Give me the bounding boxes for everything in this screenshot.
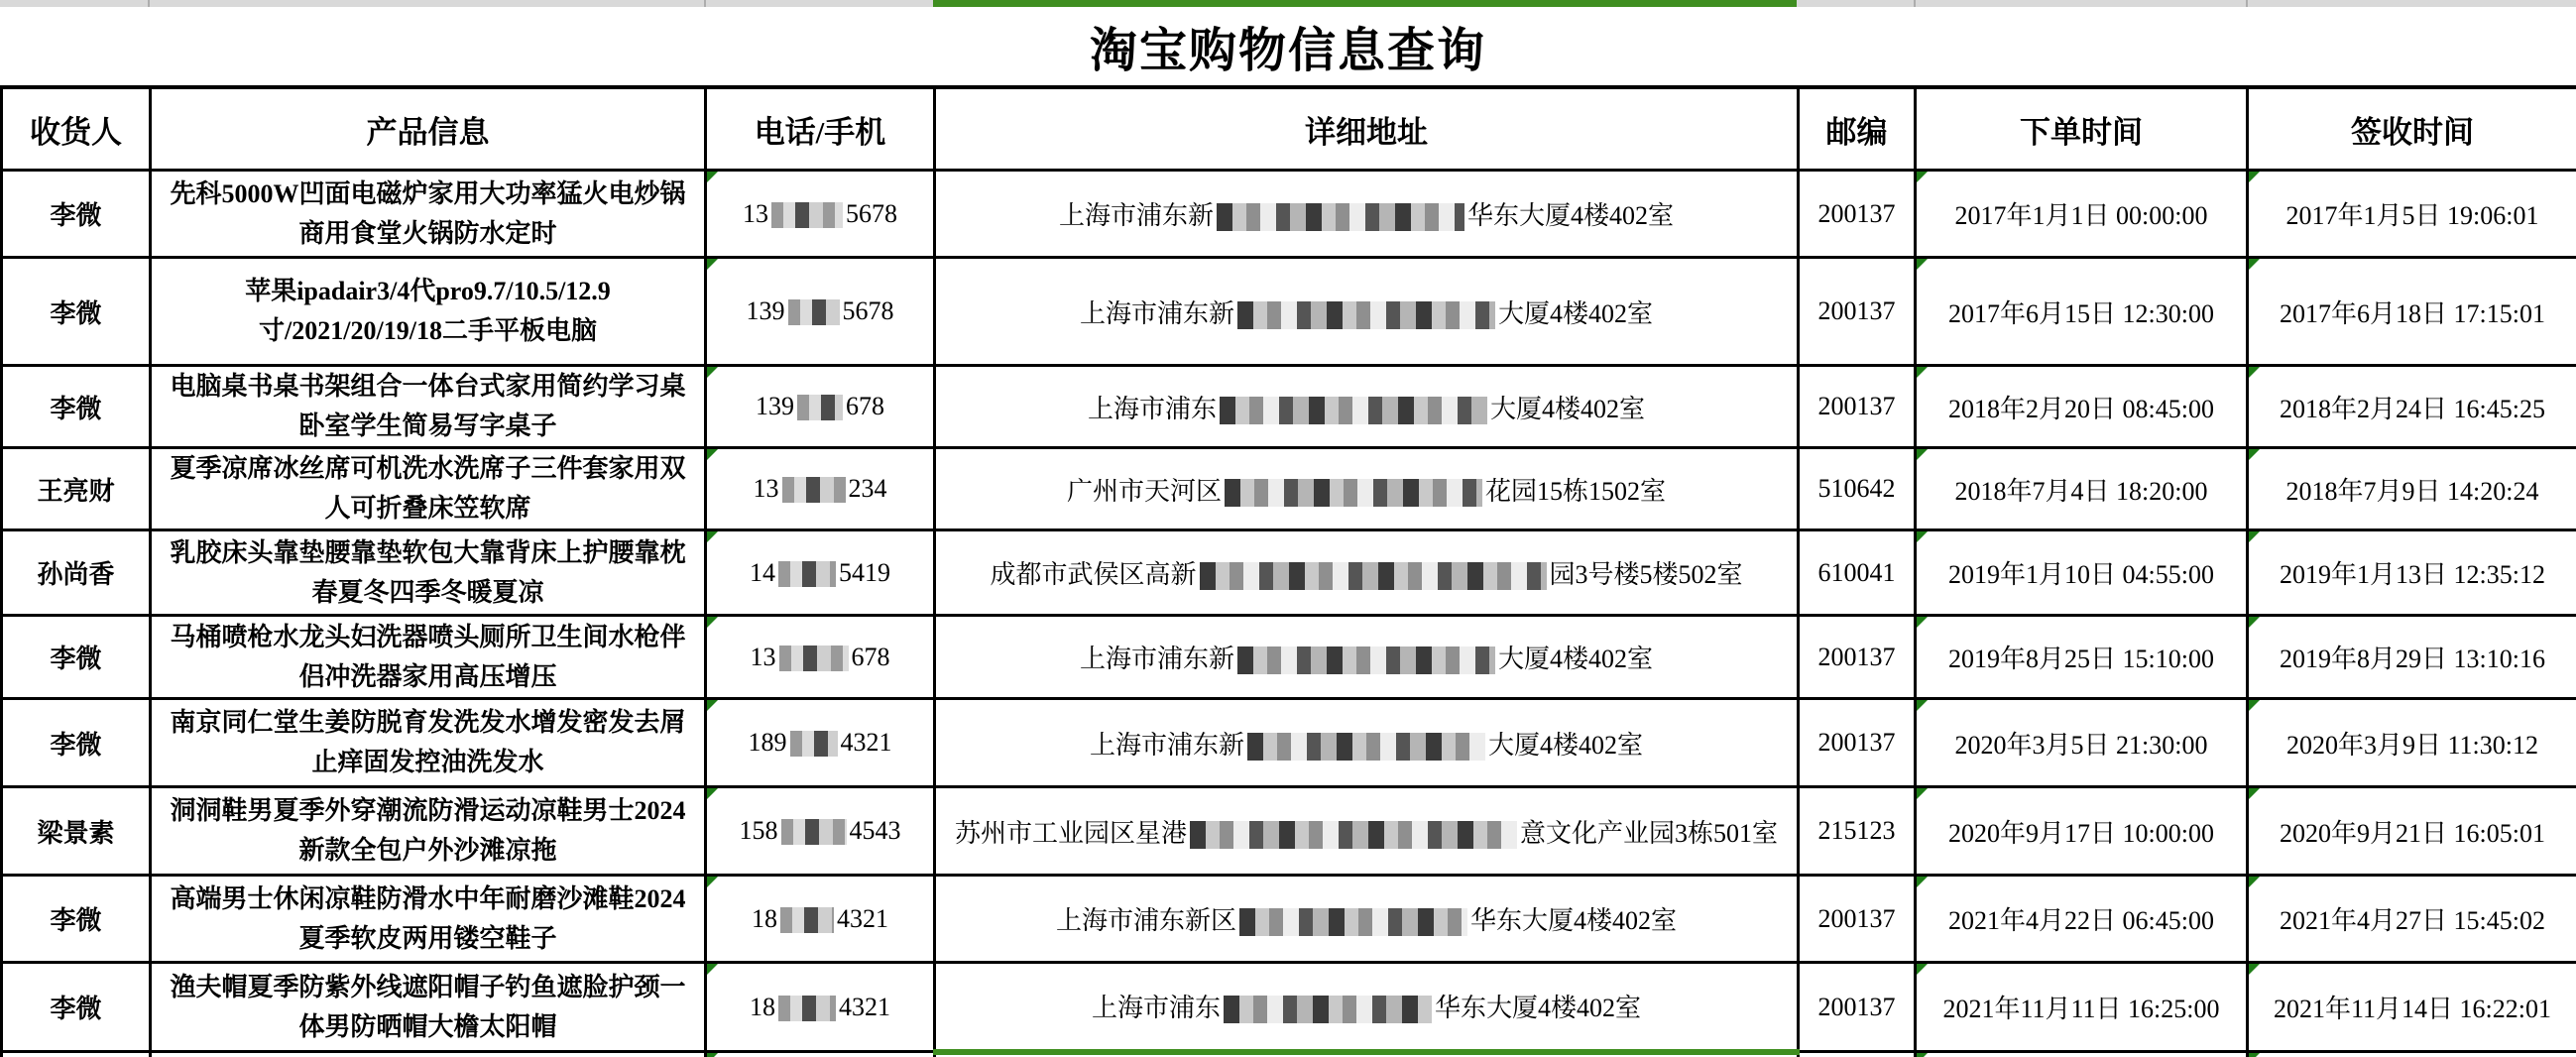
phone-visible-prefix: 189 [748,728,787,757]
cell-product[interactable]: 南京同仁堂生姜防脱育发洗发水增发密发去屑止痒固发控油洗发水 [151,699,706,787]
cell-sign-time[interactable] [2248,366,2576,448]
table-row [2,787,2576,876]
redaction-block [1237,646,1495,674]
cell-address[interactable] [935,616,1799,699]
address-visible-suffix: 华东大厦4楼402室 [1470,906,1678,935]
sign-time-text: 2019年1月13日 12:35:12 [2280,560,2545,589]
redaction-block [1190,821,1517,849]
redaction-block [1220,397,1487,424]
error-indicator-icon [2249,877,2260,887]
cell-order-time[interactable] [1916,171,2248,258]
redaction-block [771,202,843,228]
cell-address[interactable] [935,530,1799,616]
cell-order-time[interactable] [1916,1052,2248,1057]
error-indicator-icon [1917,449,1928,460]
table-row-partial [2,1052,2576,1057]
redaction-block [1217,203,1464,231]
cell-zip[interactable]: 200137 [1799,699,1916,787]
cell-order-time[interactable] [1916,876,2248,963]
cell-address[interactable] [935,963,1799,1052]
redaction-block [778,996,836,1021]
address-visible-prefix: 上海市浦东新 [1079,645,1234,673]
cell-zip[interactable]: 200137 [1799,963,1916,1052]
table-row [2,171,2576,258]
redaction-block [778,561,836,587]
cell-order-time[interactable] [1916,787,2248,876]
error-indicator-icon [1917,877,1928,887]
error-indicator-icon [707,788,718,799]
redaction-block [1237,301,1495,329]
address-visible-suffix: 华东大厦4楼402室 [1467,201,1675,230]
col-header-phone[interactable]: 电话/手机 [706,87,935,171]
cell-phone[interactable] [706,699,935,787]
address-visible-suffix: 意文化产业园3栋501室 [1520,818,1779,848]
header-row [2,87,2576,171]
error-indicator-icon [2249,172,2260,182]
address-visible-suffix: 大厦4楼402室 [1488,730,1644,760]
sign-time-text: 2018年2月24日 16:45:25 [2280,394,2545,423]
redaction-block [781,819,847,845]
error-indicator-icon [2249,531,2260,542]
address-visible-suffix: 大厦4楼402室 [1498,645,1654,673]
cell-sign-time[interactable] [2248,258,2576,366]
error-indicator-icon [1917,531,1928,542]
order-time-text: 2017年6月15日 12:30:00 [1948,298,2214,328]
phone-visible-suffix: 4321 [840,728,892,757]
cell-phone[interactable] [706,787,935,876]
error-indicator-icon [707,449,718,460]
address-visible-prefix: 上海市浦东新 [1079,298,1234,328]
column-divider-tick [148,0,150,7]
phone-visible-prefix: 158 [739,816,778,845]
column-header-strip [0,0,2576,7]
cell-product[interactable]: 先科5000W凹面电磁炉家用大功率猛火电炒锅商用食堂火锅防水定时 [151,171,706,258]
order-time-text: 2018年2月20日 08:45:00 [1948,394,2214,423]
error-indicator-icon [1917,172,1928,182]
error-indicator-icon [1917,1053,1928,1057]
sign-time-text: 2021年11月14日 16:22:01 [2274,995,2551,1023]
address-visible-suffix: 大厦4楼402室 [1498,298,1654,328]
cell-recipient[interactable]: 李微 [2,171,151,258]
redaction-block [780,907,834,933]
cell-order-time[interactable] [1916,530,2248,616]
address-visible-prefix: 上海市浦东新 [1058,201,1214,230]
cell-zip[interactable]: 510642 [1799,448,1916,530]
cell-recipient[interactable]: 李微 [2,616,151,699]
phone-visible-prefix: 13 [753,474,779,503]
cell-recipient[interactable]: 王亮财 [2,448,151,530]
table-row [2,699,2576,787]
cell-order-time[interactable] [1916,699,2248,787]
order-time-text: 2017年1月1日 00:00:00 [1954,201,2208,230]
column-divider-tick [704,0,706,7]
error-indicator-icon [2249,788,2260,799]
order-time-text: 2018年7月4日 18:20:00 [1954,476,2208,506]
address-visible-prefix: 广州市天河区 [1066,476,1222,506]
col-header-address[interactable]: 详细地址 [935,87,1799,171]
address-visible-suffix: 花园15栋1502室 [1485,476,1667,506]
phone-visible-prefix: 18 [750,992,775,1021]
cell-product[interactable]: 洞洞鞋男夏季外穿潮流防滑运动凉鞋男士2024新款全包户外沙滩凉拖 [151,787,706,876]
table-row [2,366,2576,448]
cell-order-time[interactable] [1916,963,2248,1052]
error-indicator-icon [707,700,718,711]
table-row [2,876,2576,963]
cell-recipient[interactable]: 李微 [2,963,151,1052]
error-indicator-icon [1917,788,1928,799]
error-indicator-icon [1917,617,1928,628]
sheet-title-area [0,7,2576,85]
cell-recipient[interactable]: 梁景素 [2,787,151,876]
table-row [2,616,2576,699]
cell-recipient[interactable]: 孙尚香 [2,530,151,616]
cell-sign-time[interactable] [2248,616,2576,699]
cell-product[interactable]: 苹果ipadair3/4代pro9.7/10.5/12.9寸/2021/20/19/18二手平板电脑 [151,258,706,366]
cell-sign-time[interactable] [2248,448,2576,530]
cell-recipient[interactable] [2,1052,151,1057]
cell-order-time[interactable] [1916,366,2248,448]
phone-visible-suffix: 678 [851,642,890,671]
error-indicator-icon [707,259,718,270]
page-title: 淘宝购物信息查询 [1089,25,1486,77]
col-header-recipient[interactable]: 收货人 [2,87,151,171]
cell-sign-time[interactable] [2248,963,2576,1052]
phone-visible-prefix: 139 [746,296,785,325]
cell-address[interactable] [935,876,1799,963]
cell-product[interactable]: 乳胶床头靠垫腰靠垫软包大靠背床上护腰靠枕春夏冬四季冬暖夏凉 [151,530,706,616]
address-visible-prefix: 上海市浦东 [1087,394,1217,423]
col-header-order-time[interactable]: 下单时间 [1916,87,2248,171]
phone-visible-suffix: 234 [848,474,887,503]
error-indicator-icon [1917,259,1928,270]
cell-address[interactable] [935,258,1799,366]
order-time-text: 2019年1月10日 04:55:00 [1948,560,2214,589]
error-indicator-icon [2249,700,2260,711]
order-time-text: 2021年11月11日 16:25:00 [1942,995,2220,1023]
cell-phone[interactable] [706,963,935,1052]
cell-address[interactable] [935,171,1799,258]
order-time-text: 2021年4月22日 06:45:00 [1948,906,2214,935]
redaction-block [788,299,840,325]
phone-visible-suffix: 678 [846,392,884,420]
phone-visible-prefix: 18 [752,903,777,933]
cell-sign-time[interactable] [2248,171,2576,258]
cell-sign-time[interactable] [2248,530,2576,616]
cell-product[interactable] [151,1052,706,1057]
error-indicator-icon [2249,449,2260,460]
phone-visible-suffix: 4543 [849,816,901,845]
cell-address[interactable] [935,699,1799,787]
sign-time-text: 2021年4月27日 15:45:02 [2280,906,2545,935]
cell-sign-time[interactable] [2248,876,2576,963]
address-visible-suffix: 华东大厦4楼402室 [1435,994,1642,1023]
redaction-block [1224,996,1432,1023]
cell-product[interactable]: 马桶喷枪水龙头妇洗器喷头厕所卫生间水枪伴侣冲洗器家用高压增压 [151,616,706,699]
sign-time-text: 2020年3月9日 11:30:12 [2286,730,2538,760]
cell-phone[interactable] [706,366,935,448]
phone-visible-suffix: 4321 [837,903,888,933]
cell-address[interactable] [935,448,1799,530]
error-indicator-icon [1917,367,1928,378]
order-time-text: 2019年8月25日 15:10:00 [1948,645,2214,673]
cell-address[interactable] [935,787,1799,876]
phone-visible-prefix: 13 [743,198,768,228]
cell-product[interactable]: 渔夫帽夏季防紫外线遮阳帽子钓鱼遮脸护颈一体男防晒帽大檐太阳帽 [151,963,706,1052]
cell-recipient[interactable]: 李微 [2,699,151,787]
col-header-product[interactable]: 产品信息 [151,87,706,171]
redaction-block [797,395,843,420]
phone-visible-prefix: 14 [750,557,775,587]
cell-zip[interactable] [1799,1052,1916,1057]
error-indicator-icon [707,531,718,542]
address-visible-prefix: 上海市浦东新 [1089,730,1244,760]
cell-zip[interactable]: 200137 [1799,876,1916,963]
error-indicator-icon [707,172,718,182]
phone-visible-prefix: 13 [750,642,776,671]
phone-visible-suffix: 5678 [842,296,894,325]
error-indicator-icon [2249,1053,2260,1057]
cell-phone[interactable] [706,1052,935,1057]
table-row [2,448,2576,530]
address-visible-prefix: 成都市武侯区高新 [990,560,1197,589]
cell-zip[interactable]: 200137 [1799,616,1916,699]
redaction-block [1239,908,1467,936]
cell-phone[interactable] [706,876,935,963]
table-row [2,258,2576,366]
redaction-block [1200,562,1547,590]
error-indicator-icon [707,1053,718,1057]
cell-sign-time[interactable] [2248,699,2576,787]
cell-recipient[interactable]: 李微 [2,258,151,366]
cell-address-selected[interactable] [935,1052,1799,1057]
cell-phone[interactable] [706,258,935,366]
error-indicator-icon [707,367,718,378]
column-divider-tick [2246,0,2248,7]
cell-sign-time[interactable] [2248,787,2576,876]
col-header-zip[interactable]: 邮编 [1799,87,1916,171]
error-indicator-icon [2249,367,2260,378]
cell-zip[interactable]: 610041 [1799,530,1916,616]
redaction-block [1247,733,1485,761]
phone-visible-suffix: 5678 [846,198,897,228]
sign-time-text: 2018年7月9日 14:20:24 [2285,476,2539,506]
cell-recipient[interactable]: 李微 [2,366,151,448]
sign-time-text: 2017年6月18日 17:15:01 [2280,298,2545,328]
error-indicator-icon [707,617,718,628]
redaction-block [779,646,849,671]
error-indicator-icon [2249,259,2260,270]
cell-phone[interactable] [706,616,935,699]
cell-phone[interactable] [706,171,935,258]
sign-time-text: 2019年8月29日 13:10:16 [2280,645,2545,673]
redaction-block [1225,479,1482,507]
phone-visible-suffix: 5419 [839,557,890,587]
orders-table [0,85,2576,1057]
sign-time-text: 2017年1月5日 19:06:01 [2285,201,2539,230]
address-visible-suffix: 园3号楼5楼502室 [1549,560,1743,589]
address-visible-prefix: 上海市浦东新区 [1055,906,1236,935]
column-divider-tick [1914,0,1916,7]
cell-zip[interactable]: 215123 [1799,787,1916,876]
error-indicator-icon [2249,964,2260,975]
cell-address[interactable] [935,366,1799,448]
cell-product[interactable]: 高端男士休闲凉鞋防滑水中年耐磨沙滩鞋2024夏季软皮两用镂空鞋子 [151,876,706,963]
cell-product[interactable]: 电脑桌书桌书架组合一体台式家用简约学习桌卧室学生简易写字桌子 [151,366,706,448]
error-indicator-icon [707,877,718,887]
order-time-text: 2020年3月5日 21:30:00 [1954,730,2208,760]
cell-phone[interactable] [706,448,935,530]
cell-order-time[interactable] [1916,258,2248,366]
phone-visible-prefix: 139 [756,392,794,420]
error-indicator-icon [707,964,718,975]
cell-zip[interactable]: 200137 [1799,171,1916,258]
table-row [2,963,2576,1052]
cell-order-time[interactable] [1916,616,2248,699]
table-row [2,530,2576,616]
address-visible-prefix: 上海市浦东 [1091,994,1221,1023]
cell-phone[interactable] [706,530,935,616]
order-time-text: 2020年9月17日 10:00:00 [1948,818,2214,848]
address-visible-prefix: 苏州市工业园区星港 [954,818,1187,848]
phone-visible-suffix: 4321 [839,992,890,1021]
col-header-sign-time[interactable]: 签收时间 [2248,87,2576,171]
cell-order-time[interactable] [1916,448,2248,530]
cell-recipient[interactable]: 李微 [2,876,151,963]
address-visible-suffix: 大厦4楼402室 [1490,394,1646,423]
redaction-block [790,731,838,757]
cell-zip[interactable]: 200137 [1799,258,1916,366]
error-indicator-icon [1917,700,1928,711]
error-indicator-icon [1917,964,1928,975]
redaction-block [782,477,846,503]
cell-zip[interactable]: 200137 [1799,366,1916,448]
error-indicator-icon [2249,617,2260,628]
sign-time-text: 2020年9月21日 16:05:01 [2280,818,2545,848]
selected-column-header-highlight[interactable] [933,0,1797,7]
cell-product[interactable]: 夏季凉席冰丝席可机洗水洗席子三件套家用双人可折叠床笠软席 [151,448,706,530]
cell-sign-time[interactable] [2248,1052,2576,1057]
